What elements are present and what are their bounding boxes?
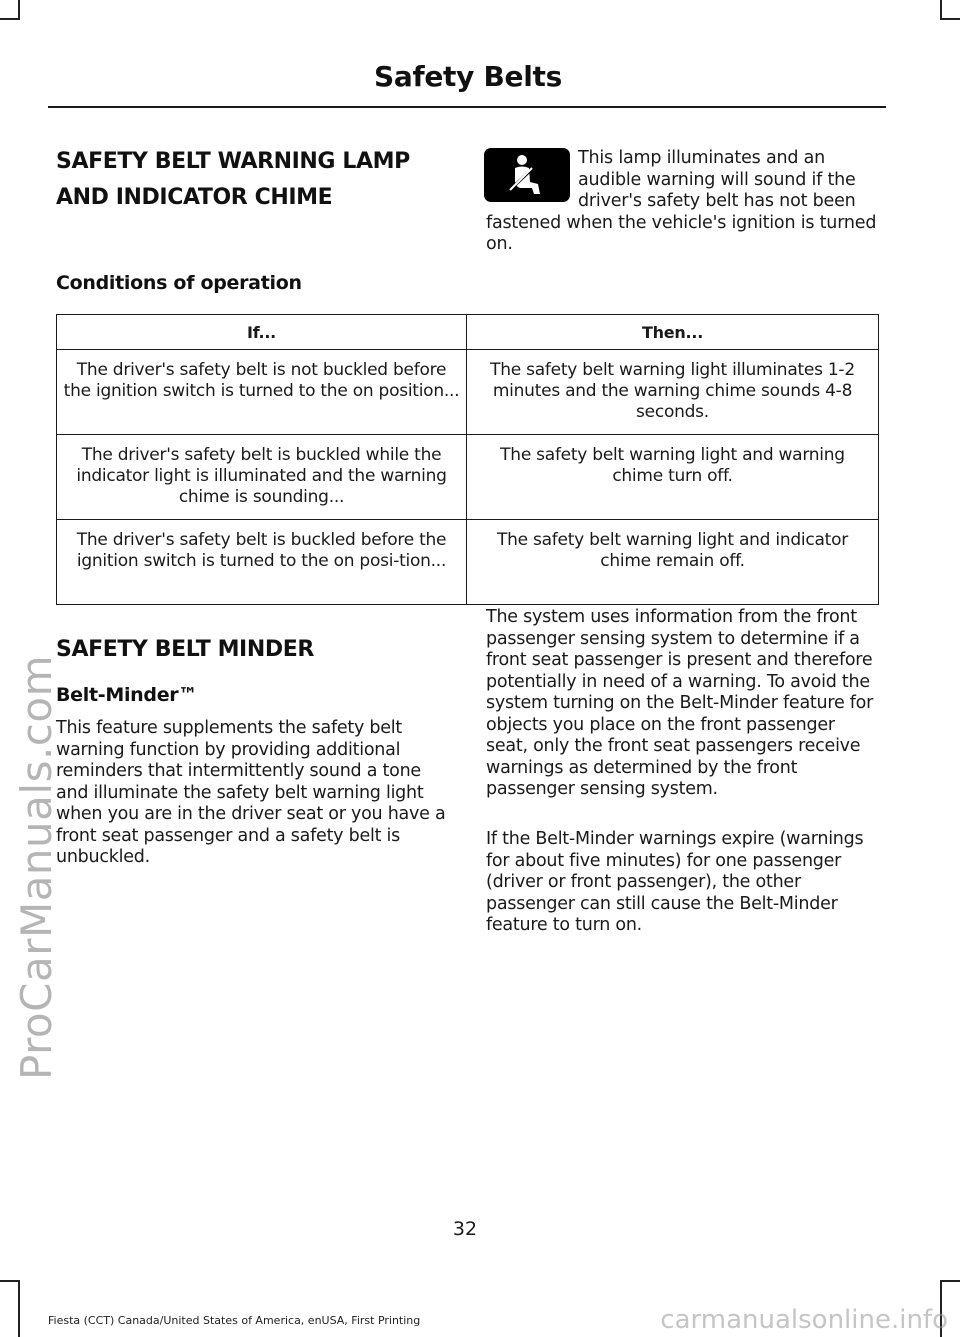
bottom-watermark: carmanualsonline.info xyxy=(660,1305,948,1335)
crop-mark xyxy=(18,0,20,20)
conditions-table xyxy=(56,314,879,605)
crop-mark xyxy=(940,18,960,20)
table-header-if: If... xyxy=(57,315,467,350)
table-cell: The driver's safety belt is not buckled before the ignition switch is turned to the on position... xyxy=(57,350,467,435)
warnings-expire-paragraph: If the Belt-Minder warnings expire (warnings for about five minutes) for one passenger (driver or front passenger), the other passenger can still cause the Belt-Minder feature to turn on. xyxy=(486,829,864,935)
table-cell: The safety belt warning light and indicator chime remain off. xyxy=(467,520,879,605)
header-divider xyxy=(48,106,886,108)
page-title: Safety Belts xyxy=(374,60,562,93)
edition-footer: Fiesta (CCT) Canada/United States of America, enUSA, First Printing xyxy=(48,1314,421,1327)
belt-minder-paragraph: This feature supplements the safety belt warning function by providing additional reminders that intermittently sound a tone and illuminate the safety belt warning light when you are in the driver seat or you have a front seat passenger and a safety belt is unbuckled. xyxy=(56,718,446,867)
section-heading-line: AND INDICATOR CHIME xyxy=(56,185,333,210)
table-cell: The driver's safety belt is buckled while the indicator light is illuminated and the warning chime is sounding... xyxy=(57,435,467,520)
table-header-row xyxy=(57,315,879,350)
belt-minder-subheading: Belt-Minder™ xyxy=(56,684,198,706)
passenger-sensing-paragraph: The system uses information from the front passenger sensing system to determine if a front seat passenger is present and therefore potentially in need of a warning. To avoid the system turning on the Belt-Minder feature for objects you place on the front passenger seat, only the front seat passengers receive warnings as determined by the front passenger sensing system. xyxy=(486,607,874,799)
table-cell: The safety belt warning light illuminates 1-2 minutes and the warning chime sounds 4-8 seconds. xyxy=(467,350,879,435)
table-row xyxy=(57,435,879,520)
crop-mark xyxy=(18,1280,20,1337)
table-row xyxy=(57,520,879,605)
side-watermark: ProCarManuals.com xyxy=(12,654,61,1080)
table-cell: The safety belt warning light and warning chime turn off. xyxy=(467,435,879,520)
crop-mark xyxy=(0,1280,20,1282)
conditions-subheading: Conditions of operation xyxy=(56,272,302,294)
crop-mark xyxy=(0,18,20,20)
section-heading: SAFETY BELT MINDER xyxy=(56,637,314,662)
crop-mark xyxy=(940,0,942,20)
crop-mark xyxy=(940,1280,960,1282)
table-header-then: Then... xyxy=(467,315,879,350)
page-number: 32 xyxy=(452,1218,478,1240)
section-heading xyxy=(56,144,410,216)
section-heading-line: SAFETY BELT WARNING LAMP xyxy=(56,149,410,174)
table-row xyxy=(57,350,879,435)
lamp-description: This lamp illuminates and an audible warning will sound if the driver's safety belt has not been fastened when the vehicle's ignition is turned on. xyxy=(486,148,877,254)
table-cell: The driver's safety belt is buckled before the ignition switch is turned to the on posi-tion... xyxy=(57,520,467,605)
